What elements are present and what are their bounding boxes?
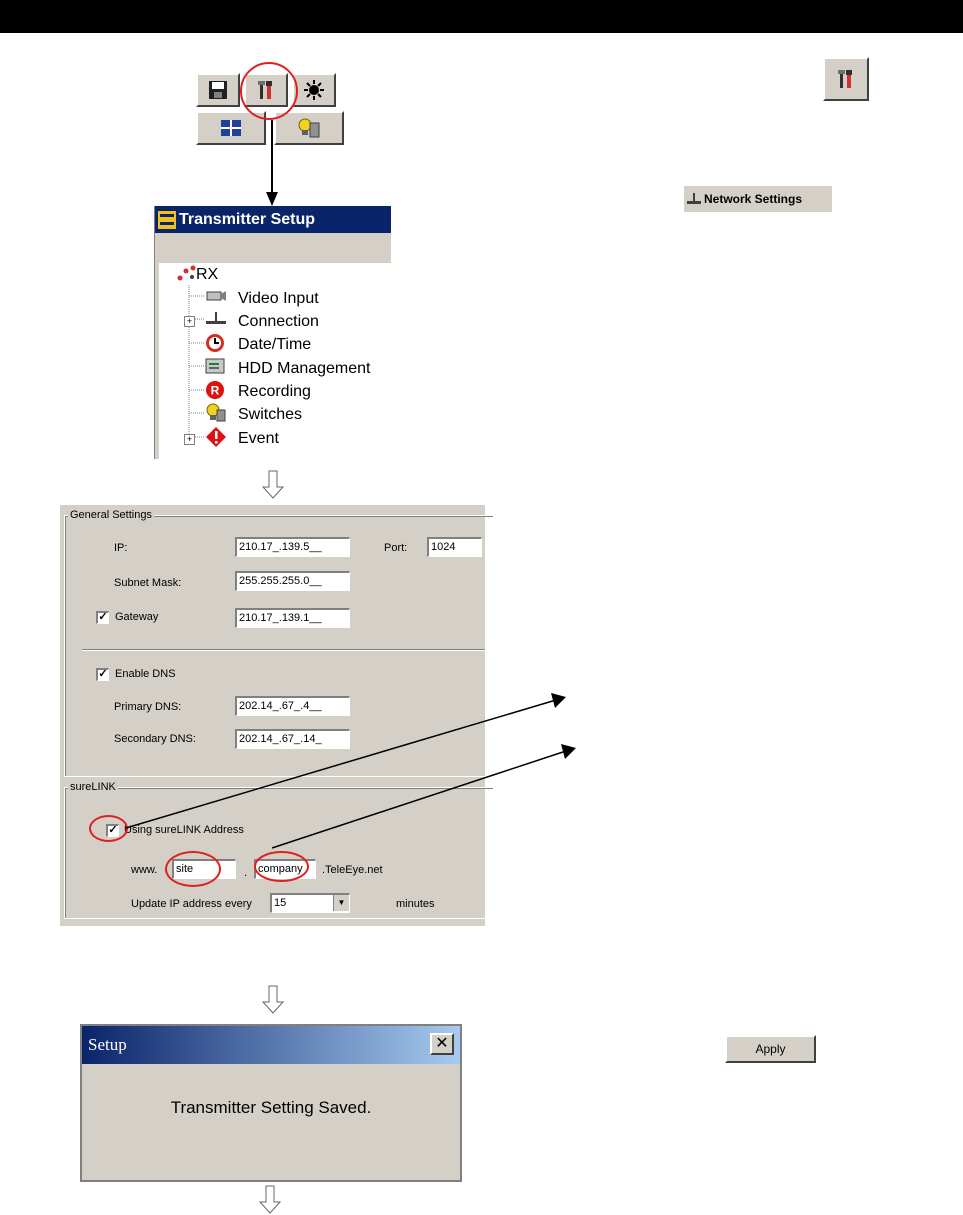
www-label: www. — [131, 864, 158, 876]
ip-label: IP: — [114, 542, 128, 554]
tree-item-event[interactable]: Event — [238, 430, 279, 447]
minutes-label: minutes — [396, 898, 435, 910]
tree-item-video-input[interactable]: Video Input — [238, 290, 319, 307]
primary-dns-input[interactable]: 202.14_.67_.4__ — [235, 696, 350, 716]
close-icon: ✕ — [435, 1033, 449, 1052]
port-input[interactable]: 1024 — [427, 537, 482, 557]
secondary-dns-label: Secondary DNS: — [114, 733, 196, 745]
expand-event-toggle[interactable]: + — [184, 434, 195, 445]
enable-dns-checkbox[interactable]: ✓ — [96, 668, 109, 681]
company-input[interactable]: company — [254, 859, 316, 879]
site-input[interactable]: site — [172, 859, 236, 879]
tree-item-rx[interactable]: RX — [196, 266, 219, 283]
secondary-dns-input[interactable]: 202.14_.67_.14_ — [235, 729, 350, 749]
expand-connection-toggle[interactable]: + — [184, 316, 195, 327]
network-settings-label: Network Settings — [704, 192, 803, 206]
tree-item-hdd-management[interactable]: HDD Management — [238, 360, 371, 377]
update-ip-label: Update IP address every — [131, 898, 252, 910]
domain-suffix-label: .TeleEye.net — [322, 864, 383, 876]
enable-dns-label: Enable DNS — [115, 668, 176, 680]
dialog-title: Setup — [88, 1035, 127, 1054]
dialog-title-bar — [82, 1026, 460, 1064]
gateway-label: Gateway — [115, 611, 159, 623]
using-surelink-checkbox[interactable]: ✓ — [106, 824, 119, 837]
update-interval-value: 15 — [274, 897, 287, 909]
tree-item-date-time[interactable]: Date/Time — [238, 336, 312, 353]
primary-dns-label: Primary DNS: — [114, 701, 182, 713]
window-title: Transmitter Setup — [179, 211, 316, 228]
dialog-message: Transmitter Setting Saved. — [170, 1098, 372, 1117]
general-settings-legend: General Settings — [70, 509, 152, 521]
tree-item-recording[interactable]: Recording — [238, 383, 311, 400]
gateway-checkbox[interactable]: ✓ — [96, 611, 109, 624]
subnet-mask-label: Subnet Mask: — [114, 577, 182, 589]
tree-item-connection[interactable]: Connection — [238, 313, 319, 330]
tree-item-switches[interactable]: Switches — [238, 406, 303, 423]
port-label: Port: — [384, 542, 408, 554]
gateway-input[interactable]: 210.17_.139.1__ — [235, 608, 350, 628]
using-surelink-label: Using sureLINK Address — [124, 824, 244, 836]
ip-input[interactable]: 210.17_.139.5__ — [235, 537, 350, 557]
close-button[interactable] — [430, 1033, 454, 1055]
subnet-mask-input[interactable]: 255.255.255.0__ — [235, 571, 350, 591]
dot-label: . — [244, 867, 248, 879]
setup-dialog — [80, 1024, 462, 1182]
chevron-down-icon[interactable]: ▼ — [333, 895, 349, 911]
apply-button[interactable]: Apply — [725, 1035, 816, 1063]
surelink-legend: sureLINK — [70, 781, 116, 793]
svg-text:R: R — [210, 383, 220, 398]
